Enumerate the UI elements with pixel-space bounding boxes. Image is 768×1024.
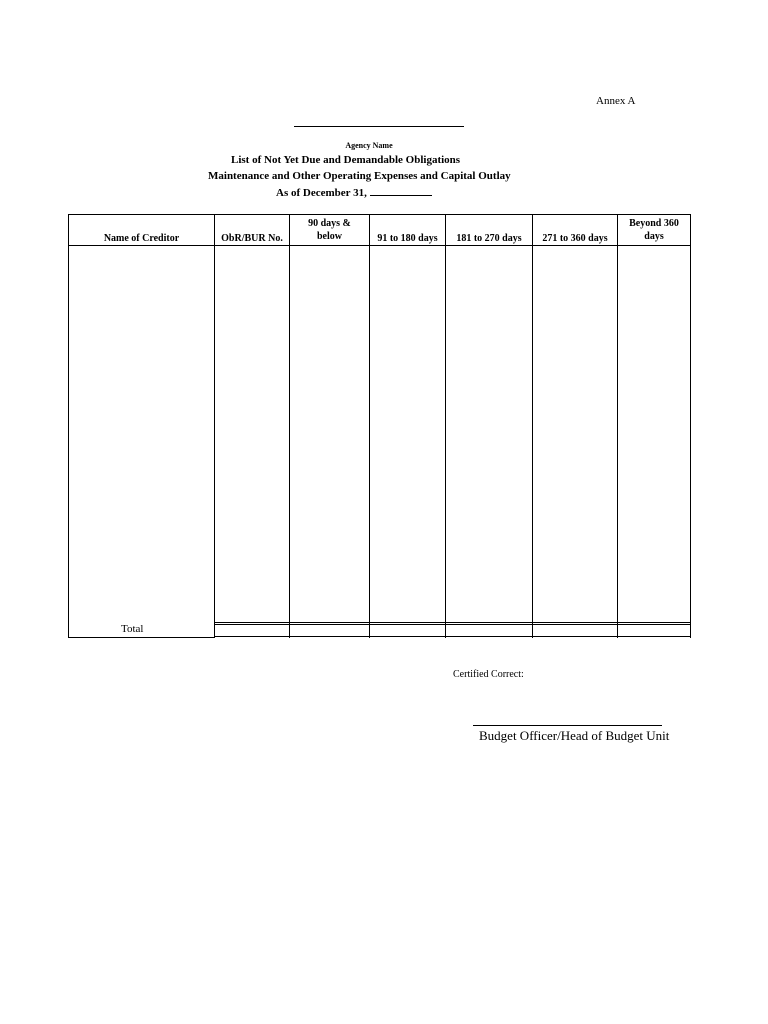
title-line-1: List of Not Yet Due and Demandable Obligations — [231, 154, 461, 166]
signature-line — [473, 725, 662, 726]
agency-name-line — [294, 126, 464, 127]
column-header-beyond-360-days: Beyond 360 days — [629, 218, 679, 242]
column-divider — [289, 214, 290, 638]
signatory-title: Budget Officer/Head of Budget Unit — [479, 728, 670, 743]
title-line-2: Maintenance and Other Operating Expenses and Capital Outlay — [208, 170, 511, 182]
column-divider — [445, 214, 446, 638]
column-header-271-360-days: 271 to 360 days — [542, 233, 608, 244]
header-bottom-border — [215, 245, 691, 246]
column-header-name-of-creditor: Name of Creditor — [103, 233, 180, 244]
column-divider — [214, 214, 215, 638]
column-header-181-270-days: 181 to 270 days — [456, 233, 522, 244]
column-header-obr-bur-no: ObR/BUR No. — [221, 233, 283, 244]
date-blank-line — [370, 185, 432, 196]
table-left-border — [68, 214, 69, 638]
column-header-91-180-days: 91 to 180 days — [377, 233, 438, 244]
agency-name-label: Agency Name — [345, 141, 393, 150]
table-top-border — [68, 214, 691, 215]
table-right-border — [690, 214, 691, 638]
column-header-90-days: 90 days & below — [308, 218, 351, 242]
annex-label: Annex A — [596, 95, 636, 107]
total-label: Total — [121, 623, 144, 635]
header-bottom-border-left — [68, 245, 215, 246]
title-line-3: As of December 31, — [276, 185, 432, 199]
total-row-top-border — [215, 622, 691, 623]
column-divider — [369, 214, 370, 638]
total-row-bottom-border — [215, 636, 691, 637]
column-divider — [532, 214, 533, 638]
table-bottom-border — [68, 637, 215, 638]
certified-correct-label: Certified Correct: — [453, 669, 524, 680]
total-row-double-border — [215, 624, 691, 625]
column-divider — [617, 214, 618, 638]
